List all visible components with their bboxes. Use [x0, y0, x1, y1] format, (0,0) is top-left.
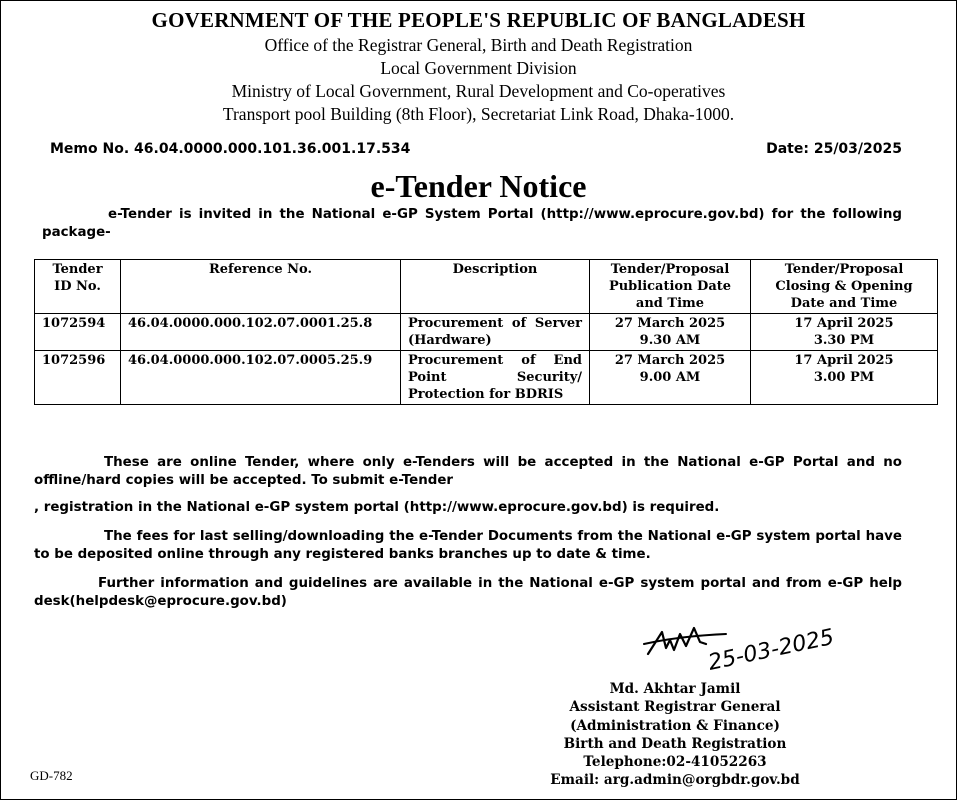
- signatory-email: Email: arg.admin@orgbdr.gov.bd: [550, 772, 800, 789]
- registration-paragraph: , registration in the National e-GP system portal (http://www.eprocure.gov.bd) is required.: [34, 500, 720, 515]
- address-line: Transport pool Building (8th Floor), Secretariat Link Road, Dhaka-1000.: [222, 104, 735, 124]
- reference-no: 46.04.0000.000.102.07.0001.25.8: [121, 314, 401, 351]
- tender-id: 1072596: [35, 351, 121, 405]
- further-info-paragraph: Further information and guidelines are available in the National e-GP system portal and from e-GP help desk(helpdesk@eprocure.gov.bd): [34, 576, 902, 609]
- office-line: Office of the Registrar General, Birth and Death Registration: [264, 35, 693, 55]
- publication-datetime: 27 March 2025 9.30 AM: [590, 314, 751, 351]
- description: Procurement of End Point Security/ Protection for BDRIS: [401, 351, 590, 405]
- table-header-row: [35, 260, 938, 314]
- signature-block: [520, 680, 830, 790]
- table-row: [35, 351, 938, 405]
- document-code: GD-782: [30, 768, 73, 783]
- memo-number: Memo No. 46.04.0000.000.101.36.001.17.534: [50, 141, 411, 157]
- tender-table: [34, 259, 938, 405]
- signatory-office: Birth and Death Registration: [563, 735, 787, 752]
- col-reference: Reference No.: [121, 260, 401, 314]
- closing-datetime: 17 April 2025 3.30 PM: [751, 314, 938, 351]
- closing-datetime: 17 April 2025 3.00 PM: [751, 351, 938, 405]
- handwritten-signature: [640, 598, 880, 678]
- col-tender-id: Tender ID No.: [35, 260, 121, 314]
- signatory-section: (Administration & Finance): [570, 717, 780, 734]
- government-heading: GOVERNMENT OF THE PEOPLE'S REPUBLIC OF BANGLADESH: [151, 8, 806, 32]
- col-closing: Tender/Proposal Closing & Opening Date and Time: [751, 260, 938, 314]
- division-line: Local Government Division: [380, 58, 577, 78]
- ministry-line: Ministry of Local Government, Rural Development and Co-operatives: [231, 81, 726, 101]
- memo-row: [50, 141, 902, 157]
- online-tender-paragraph: These are online Tender, where only e-Tenders will be accepted in the National e-GP Portal and no offline/hard copies will be accepted. To submit e-Tender: [34, 455, 902, 488]
- fees-paragraph: The fees for last selling/downloading the e-Tender Documents from the National e-GP system portal have to be deposited online through any registered banks branches up to date & time.: [34, 529, 902, 562]
- notice-title: e-Tender Notice: [370, 168, 587, 204]
- memo-date: Date: 25/03/2025: [766, 141, 902, 157]
- signatory-telephone: Telephone:02-41052263: [583, 754, 767, 771]
- description: Procurement of Server (Hardware): [401, 314, 590, 351]
- tender-id: 1072594: [35, 314, 121, 351]
- col-description: Description: [401, 260, 590, 314]
- publication-datetime: 27 March 2025 9.00 AM: [590, 351, 751, 405]
- table-row: [35, 314, 938, 351]
- col-publication: Tender/Proposal Publication Date and Time: [590, 260, 751, 314]
- signatory-name: Md. Akhtar Jamil: [609, 681, 741, 697]
- intro-paragraph: e-Tender is invited in the National e-GP System Portal (http://www.eprocure.gov.bd) for the following package-: [42, 207, 902, 240]
- handwritten-date: 25-03-2025: [706, 624, 837, 676]
- signatory-designation: Assistant Registrar General: [569, 699, 781, 716]
- reference-no: 46.04.0000.000.102.07.0005.25.9: [121, 351, 401, 405]
